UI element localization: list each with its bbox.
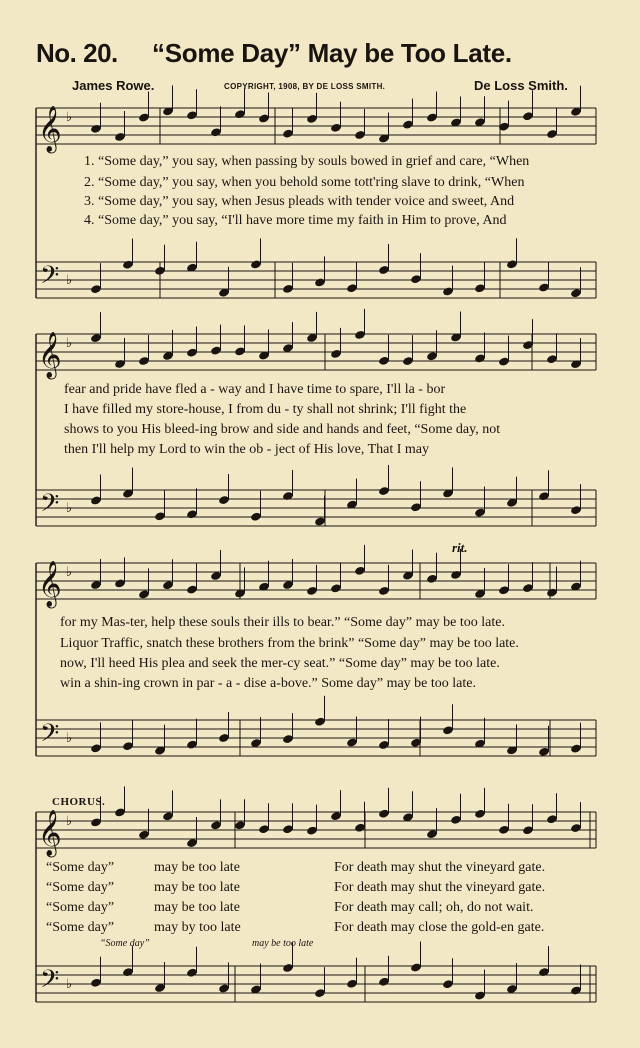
- lyric-line: for my Mas-ter, help these souls their ills to bear.” “Some day” may be too late.: [60, 615, 505, 630]
- lyric-line: 2. “Some day,” you say, when you behold some tott'ring slave to drink, “When: [84, 175, 525, 190]
- lyric-line: I have filled my store-house, I from du - ty shall not shrink; I'll fight the: [64, 402, 467, 417]
- chorus-word: For death may shut the vineyard gate.: [334, 860, 546, 875]
- chorus-word: For death may shut the vineyard gate.: [334, 880, 546, 895]
- hymn-number: No. 20.: [36, 38, 118, 68]
- hymn-title: “Some Day” May be Too Late.: [152, 38, 512, 68]
- flat-icon: ♭: [66, 501, 73, 516]
- lyric-line: shows to you His bleed-ing brow and side and hands and feet, “Some day, not: [64, 422, 501, 437]
- chorus-word: “Some day”: [46, 860, 115, 875]
- bass-cue-word: may be too late: [252, 938, 314, 949]
- flat-icon: ♭: [66, 731, 73, 746]
- flat-icon: ♭: [66, 336, 73, 351]
- lyric-line: now, I'll heed His plea and seek the mer-cy seat.” “Some day” may be too late.: [60, 656, 500, 671]
- chorus-word: “Some day”: [46, 880, 115, 895]
- lyric-line: fear and pride have fled a - way and I have time to spare, I'll la - bor: [64, 382, 446, 397]
- treble-clef-icon: 𝄞: [38, 332, 62, 378]
- bass-clef-icon: 𝄢: [40, 489, 60, 524]
- lyric-line: 4. “Some day,” you say, “I'll have more time my faith in Him to prove, And: [84, 213, 507, 228]
- bass-clef-icon: 𝄢: [40, 719, 60, 754]
- chorus-word: may be too late: [154, 880, 240, 895]
- chorus-word: may be too late: [154, 860, 240, 875]
- chorus-word: “Some day”: [46, 920, 115, 935]
- flat-icon: ♭: [66, 977, 73, 992]
- flat-icon: ♭: [66, 110, 73, 125]
- treble-clef-icon: 𝄞: [38, 810, 62, 856]
- chorus-word: may by too late: [154, 920, 241, 935]
- lyric-line: then I'll help my Lord to win the ob - ject of His love, That I may: [64, 442, 430, 457]
- lyric-line: win a shin-ing crown in par - a - dise a-bove.” Some day” may be too late.: [60, 676, 476, 691]
- lyricist: James Rowe.: [72, 78, 155, 93]
- chorus-word: may be too late: [154, 900, 240, 915]
- copyright-notice: COPYRIGHT, 1908, BY DE LOSS SMITH.: [224, 82, 386, 91]
- ritardando-marking: rit.: [452, 540, 468, 555]
- chorus-word: “Some day”: [46, 900, 115, 915]
- chorus-word: For death may call; oh, do not wait.: [334, 900, 534, 915]
- bass-cue-word: “Some day”: [100, 938, 150, 949]
- flat-icon: ♭: [66, 814, 73, 829]
- chorus-word: For death may close the gold-en gate.: [334, 920, 545, 935]
- lyric-line: 3. “Some day,” you say, when Jesus pleads with tender voice and sweet, And: [84, 194, 515, 209]
- composer: De Loss Smith.: [474, 78, 568, 93]
- flat-icon: ♭: [66, 273, 73, 288]
- bass-clef-icon: 𝄢: [40, 965, 60, 1000]
- treble-clef-icon: 𝄞: [38, 561, 62, 607]
- lyric-line: 1. “Some day,” you say, when passing by souls bowed in grief and care, “When: [84, 154, 530, 169]
- flat-icon: ♭: [66, 565, 73, 580]
- treble-clef-icon: 𝄞: [38, 106, 62, 152]
- bass-clef-icon: 𝄢: [40, 261, 60, 296]
- lyric-line: Liquor Traffic, snatch these brothers from the brink” “Some day” may be too late.: [60, 636, 519, 651]
- chorus-label: CHORUS.: [52, 796, 106, 808]
